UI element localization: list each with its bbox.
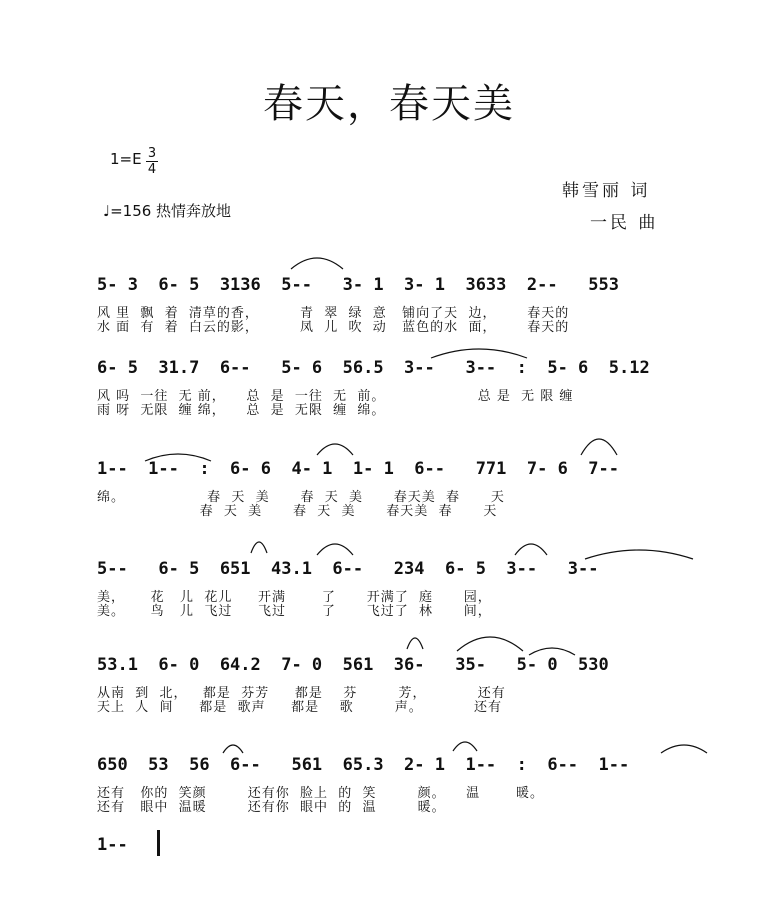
- slur-mark: [583, 547, 695, 561]
- lyric-verse-2: 天上 人 间 都是 歌声 都是 歌 声。 还有: [97, 700, 503, 715]
- lyric-verse-2: 春 天 美 春 天 美 春天美 春 天: [97, 504, 498, 519]
- slur-mark: [513, 539, 549, 557]
- slur-mark: [315, 539, 355, 557]
- time-signature-top: 3: [147, 146, 157, 161]
- tempo-text: =156 热情奔放地: [110, 202, 232, 220]
- tempo-marking: [103, 200, 231, 221]
- final-barline: [157, 830, 160, 856]
- quarter-note-icon: ♩: [103, 202, 111, 220]
- notes-line: 650 53 56 6-- 561 65.3 2- 1 1-- : 6-- 1--: [97, 755, 630, 775]
- notes-line: 1-- 1-- : 6- 6 4- 1 1- 1 6-- 771 7- 6 7--: [97, 459, 619, 479]
- composer-credit: 一民 曲: [590, 213, 659, 233]
- slur-mark: [221, 741, 245, 755]
- slur-mark: [315, 439, 355, 457]
- lyric-verse-1: 从南 到 北， 都是 芬芳 都是 芬 芳， 还有: [97, 686, 506, 701]
- lyricist-credit: 韩雪丽 词: [562, 181, 651, 201]
- slur-mark: [143, 451, 213, 463]
- slur-mark: [289, 253, 345, 271]
- slur-mark: [659, 741, 709, 755]
- lyric-verse-1: 风 吗 一往 无 前， 总 是 一往 无 前。 总 是 无 限 缠: [97, 389, 574, 404]
- slur-mark: [451, 737, 479, 753]
- time-signature-bottom: 4: [147, 162, 157, 177]
- lyric-verse-1: 还有 你的 笑颜 还有你 脸上 的 笑 颜。 温 暖。: [97, 786, 545, 801]
- notes-line: 1--: [97, 835, 128, 855]
- key-signature: 1=E: [110, 150, 142, 168]
- lyric-verse-2: 雨 呀 无限 缠 绵， 总 是 无限 缠 绵。: [97, 403, 386, 418]
- lyric-verse-1: 风 里 飘 着 清草的香， 青 翠 绿 意 铺向了天 边， 春天的: [97, 306, 570, 321]
- slur-mark: [405, 633, 425, 651]
- lyric-verse-2: 还有 眼中 温暖 还有你 眼中 的 温 暖。: [97, 800, 446, 815]
- notes-line: 5- 3 6- 5 3136 5-- 3- 1 3- 1 3633 2-- 553: [97, 275, 619, 295]
- slur-mark: [455, 631, 525, 653]
- notes-line: 53.1 6- 0 64.2 7- 0 561 36- 35- 5- 0 530: [97, 655, 609, 675]
- lyric-verse-2: 美。 鸟 儿 飞过 飞过 了 飞过了 林 间，: [97, 604, 492, 619]
- notes-line: 6- 5 31.7 6-- 5- 6 56.5 3-- 3-- : 5- 6 5.12: [97, 358, 650, 378]
- slur-mark: [527, 645, 577, 657]
- lyric-verse-1: 美， 花 儿 花儿 开满 了 开满了 庭 园，: [97, 590, 492, 605]
- song-title: 春天，春天美: [263, 81, 515, 127]
- lyric-verse-2: 水 面 有 着 白云的影， 凤 儿 吹 动 蓝色的水 面， 春天的: [97, 320, 570, 335]
- time-signature: [146, 146, 158, 177]
- slur-mark: [579, 431, 619, 457]
- slur-mark: [429, 346, 529, 360]
- lyric-verse-1: 绵。 春 天 美 春 天 美 春天美 春 天: [97, 490, 505, 505]
- notes-line: 5-- 6- 5 651 43.1 6-- 234 6- 5 3-- 3--: [97, 559, 599, 579]
- slur-mark: [249, 537, 269, 555]
